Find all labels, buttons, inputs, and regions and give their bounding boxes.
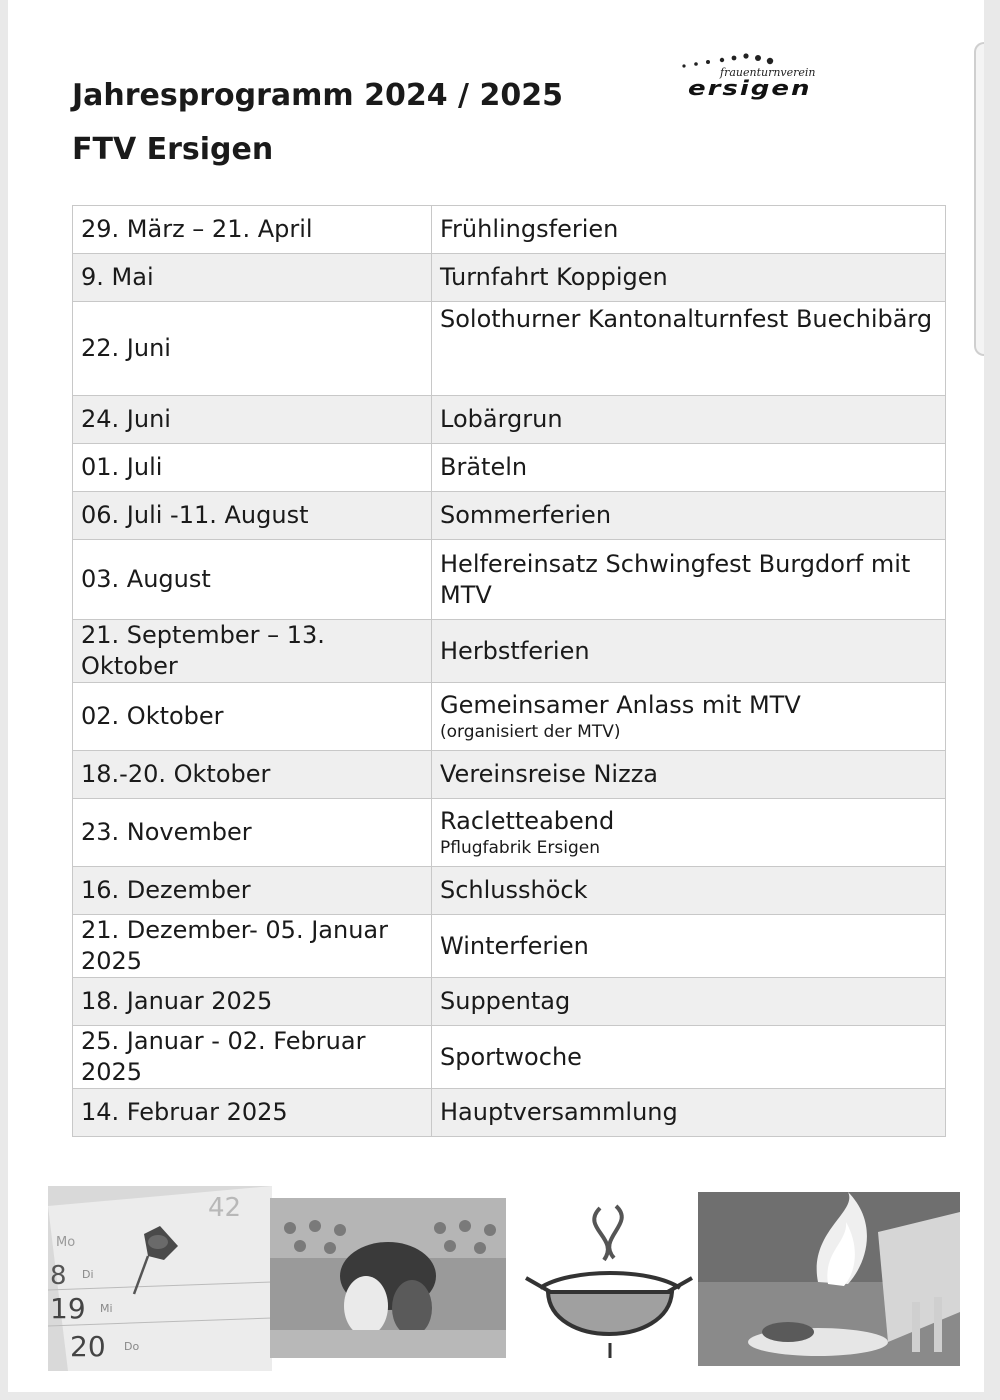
raclette-photo [698, 1192, 960, 1366]
calendar-number-8: 8 [50, 1261, 67, 1291]
program-date: 21. September – 13. Oktober [73, 620, 432, 683]
program-event: Gemeinsamer Anlass mit MTV [440, 691, 801, 719]
program-event: Lobärgrun [440, 405, 563, 433]
page-title: Jahresprogramm 2024 / 2025 [72, 78, 563, 113]
program-date: 01. Juli [73, 444, 432, 492]
calendar-number-42: 42 [208, 1193, 242, 1223]
program-row [73, 302, 946, 396]
program-event: Vereinsreise Nizza [440, 760, 659, 788]
program-event: Solothurner Kantonalturnfest Buechibärg [440, 305, 933, 333]
program-date: 03. August [73, 540, 432, 620]
logo-tagline: frauenturnverein [720, 66, 816, 79]
program-row [73, 915, 946, 978]
program-event-cell [432, 492, 946, 540]
calendar-number-19: 19 [50, 1292, 86, 1325]
program-row [73, 620, 946, 683]
program-row [73, 1089, 946, 1137]
schwingfest-photo [270, 1198, 506, 1358]
program-event-cell [432, 206, 946, 254]
program-date: 21. Dezember- 05. Januar 2025 [73, 915, 432, 978]
program-date: 9. Mai [73, 254, 432, 302]
calendar-day-di: Di [82, 1268, 94, 1281]
program-event: Sommerferien [440, 501, 612, 529]
program-event: Herbstferien [440, 636, 590, 665]
program-date: 16. Dezember [73, 867, 432, 915]
document-page [8, 0, 984, 1392]
program-row [73, 254, 946, 302]
program-event: Hauptversammlung [440, 1098, 678, 1126]
soup-pot-drawing [520, 1198, 698, 1363]
program-event-cell [432, 978, 946, 1026]
program-event-cell [432, 683, 946, 751]
scrollbar[interactable] [974, 42, 984, 356]
program-event-cell [432, 799, 946, 867]
calendar-day-do: Do [124, 1340, 140, 1353]
program-event: Suppentag [440, 987, 571, 1015]
program-row [73, 978, 946, 1026]
program-event-note: (organisiert der MTV) [440, 722, 621, 742]
program-event-note: Pflugfabrik Ersigen [440, 838, 601, 858]
program-event: Sportwoche [440, 1042, 582, 1071]
program-event-cell [432, 540, 946, 620]
program-event-cell [432, 302, 946, 396]
program-event: Helfereinsatz Schwingfest Burgdorf mit MTV [440, 549, 911, 609]
program-event-cell [432, 751, 946, 799]
program-event-cell [432, 1026, 946, 1089]
program-row [73, 799, 946, 867]
program-date: 22. Juni [73, 302, 432, 396]
program-event-cell [432, 620, 946, 683]
logo-name: ersigen [688, 75, 812, 101]
program-date: 29. März – 21. April [73, 206, 432, 254]
program-date: 23. November [73, 799, 432, 867]
program-date: 14. Februar 2025 [73, 1089, 432, 1137]
program-row [73, 683, 946, 751]
program-date: 18.-20. Oktober [73, 751, 432, 799]
program-event-cell [432, 444, 946, 492]
program-row [73, 540, 946, 620]
program-event-cell [432, 1089, 946, 1137]
program-event: Schlusshöck [440, 876, 588, 904]
program-event-cell [432, 396, 946, 444]
program-date: 25. Januar - 02. Februar 2025 [73, 1026, 432, 1089]
program-row [73, 206, 946, 254]
program-row [73, 1026, 946, 1089]
program-event: Frühlingsferien [440, 215, 619, 243]
photo-strip [48, 1186, 963, 1371]
program-row [73, 444, 946, 492]
program-event-cell [432, 867, 946, 915]
program-event-cell [432, 254, 946, 302]
program-row [73, 396, 946, 444]
calendar-day-mi: Mi [100, 1302, 113, 1315]
page-subtitle: FTV Ersigen [72, 132, 274, 167]
program-event: Bräteln [440, 453, 528, 481]
program-date: 06. Juli -11. August [73, 492, 432, 540]
program-event: Winterferien [440, 931, 589, 960]
program-date: 02. Oktober [73, 683, 432, 751]
program-row [73, 492, 946, 540]
program-table [72, 205, 946, 1137]
program-event: Turnfahrt Koppigen [440, 263, 668, 291]
calendar-number-20: 20 [70, 1330, 106, 1363]
calendar-day-mo: Mo [56, 1235, 76, 1250]
calendar-pin-photo [48, 1186, 272, 1371]
program-row [73, 867, 946, 915]
program-event-cell [432, 915, 946, 978]
program-event: Racletteabend [440, 807, 615, 835]
ftv-ersigen-logo [676, 52, 866, 102]
program-row [73, 751, 946, 799]
program-date: 24. Juni [73, 396, 432, 444]
program-date: 18. Januar 2025 [73, 978, 432, 1026]
